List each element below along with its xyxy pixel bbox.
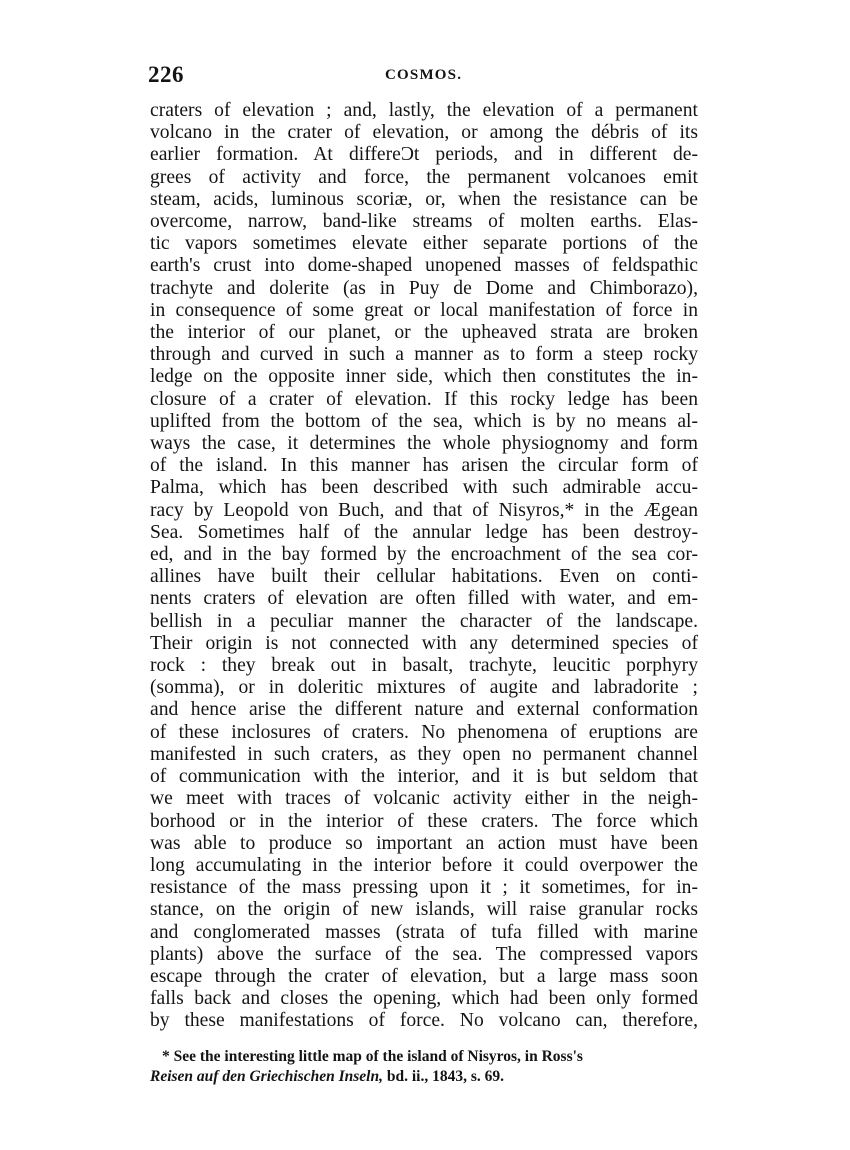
body-line: in consequence of some great or local manifestation of force in — [150, 299, 698, 321]
body-line: volcano in the crater of elevation, or among the débris of its — [150, 122, 698, 144]
body-line: long accumulating in the interior before it could overpower the — [150, 854, 698, 876]
body-line: trachyte and dolerite (as in Puy de Dome and Chimborazo), — [150, 277, 698, 299]
body-line: craters of elevation ; and, lastly, the elevation of a permanent — [150, 100, 698, 121]
body-line: stance, on the origin of new islands, will raise granular rocks — [150, 899, 698, 921]
body-line: overcome, narrow, band-like streams of molten earths. Elas- — [150, 211, 698, 233]
footnote-line-1: * See the interesting little map of the island of Nisyros, in Ross's — [162, 1048, 583, 1065]
body-line: tic vapors sometimes elevate either separate portions of the — [150, 233, 698, 255]
body-line: the interior of our planet, or the upheaved strata are broken — [150, 322, 698, 344]
body-line: of communication with the interior, and it is but seldom that — [150, 766, 698, 788]
body-line: racy by Leopold von Buch, and that of Nisyros,* in the Ægean — [150, 499, 698, 521]
body-line: escape through the crater of elevation, but a large mass soon — [150, 965, 698, 987]
body-line: grees of activity and force, the permanent volcanoes emit — [150, 166, 698, 188]
body-line: borhood or in the interior of these craters. The force which — [150, 810, 698, 832]
body-line: steam, acids, luminous scoriæ, or, when the resistance can be — [150, 188, 698, 210]
body-line: resistance of the mass pressing upon it ; it sometimes, for in- — [150, 877, 698, 899]
body-line: earlier formation. At differeƆt periods, and in different de- — [150, 144, 698, 166]
body-line: ways the case, it determines the whole physiognomy and form — [150, 433, 698, 455]
footnote-citation-title: Reisen auf den Griechischen Inseln, — [150, 1068, 383, 1085]
footnote — [150, 1047, 698, 1087]
body-text — [150, 100, 698, 1033]
page-number: 226 — [148, 62, 184, 87]
footnote-line-2 — [150, 1067, 698, 1087]
body-line: Palma, which has been described with such admirable accu- — [150, 477, 698, 499]
body-line: rock : they break out in basalt, trachyte, leucitic porphyry — [150, 655, 698, 677]
running-title: COSMOS. — [385, 67, 463, 83]
body-line: earth's crust into dome-shaped unopened masses of feldspathic — [150, 255, 698, 277]
body-line: Sea. Sometimes half of the annular ledge has been destroy- — [150, 521, 698, 543]
body-line: falls back and closes the opening, which had been only formed — [150, 988, 698, 1010]
body-line: and hence arise the different nature and external conformation — [150, 699, 698, 721]
body-line: closure of a crater of elevation. If this rocky ledge has been — [150, 388, 698, 410]
body-line: bellish in a peculiar manner the character of the landscape. — [150, 610, 698, 632]
body-line: plants) above the surface of the sea. The compressed vapors — [150, 943, 698, 965]
body-line: of these inclosures of craters. No phenomena of eruptions are — [150, 721, 698, 743]
body-line: allines have built their cellular habitations. Even on conti- — [150, 566, 698, 588]
body-line: (somma), or in doleritic mixtures of augite and labradorite ; — [150, 677, 698, 699]
body-line: through and curved in such a manner as to form a steep rocky — [150, 344, 698, 366]
body-line: manifested in such craters, as they open no permanent channel — [150, 743, 698, 765]
body-line: was able to produce so important an action must have been — [150, 832, 698, 854]
body-line: of the island. In this manner has arisen the circular form of — [150, 455, 698, 477]
body-line: by these manifestations of force. No volcano can, therefore, — [150, 1010, 698, 1032]
body-line: and conglomerated masses (strata of tufa filled with marine — [150, 921, 698, 943]
body-line: ledge on the opposite inner side, which then constitutes the in- — [150, 366, 698, 388]
body-line: ed, and in the bay formed by the encroachment of the sea cor- — [150, 544, 698, 566]
body-line: nents craters of elevation are often filled with water, and em- — [150, 588, 698, 610]
body-line: we meet with traces of volcanic activity either in the neigh- — [150, 788, 698, 810]
body-line: Their origin is not connected with any determined species of — [150, 632, 698, 654]
footnote-citation-detail: bd. ii., 1843, s. 69. — [382, 1068, 504, 1085]
body-line: uplifted from the bottom of the sea, which is by no means al- — [150, 410, 698, 432]
